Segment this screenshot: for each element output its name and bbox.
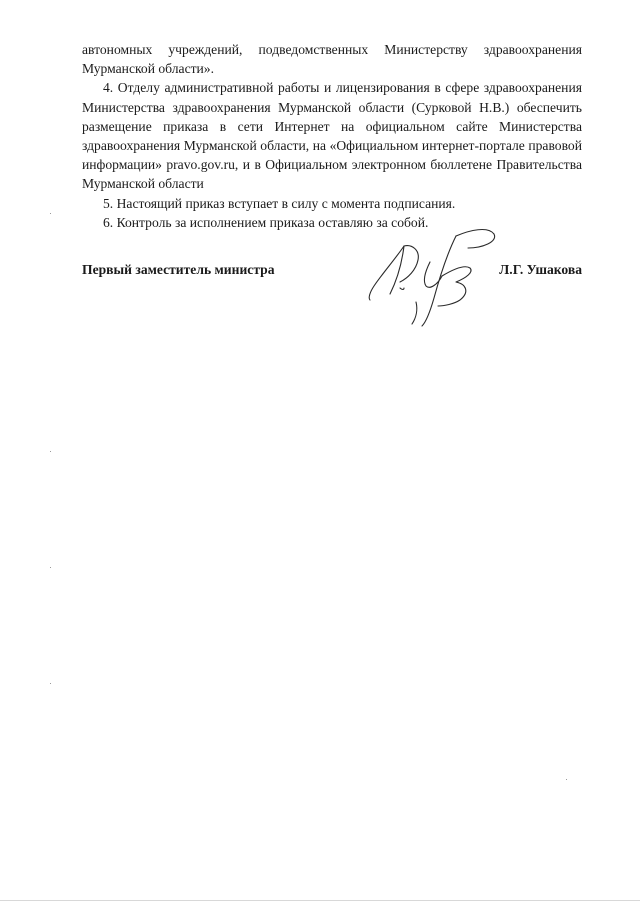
scan-artifact bbox=[50, 213, 51, 214]
scan-artifact bbox=[566, 779, 567, 780]
scan-artifact bbox=[50, 451, 51, 452]
signature-stroke bbox=[456, 230, 495, 248]
paragraph-item-5: 5. Настоящий приказ вступает в силу с момента подписания. bbox=[103, 195, 456, 211]
signer-position: Первый заместитель министра bbox=[82, 262, 275, 277]
scan-artifact bbox=[50, 567, 51, 568]
signer-name: Л.Г. Ушакова bbox=[499, 262, 582, 277]
scan-artifact bbox=[50, 683, 51, 684]
paragraph-continuation: автономных учреждений, подведомственных Министерству здравоохранения Мурманской области». bbox=[82, 42, 582, 77]
signature-stroke bbox=[400, 288, 404, 290]
signature-stroke bbox=[412, 302, 417, 324]
signature-stroke bbox=[438, 267, 471, 306]
signature-stroke bbox=[422, 236, 456, 326]
document-body bbox=[82, 40, 582, 232]
handwritten-signature bbox=[360, 218, 510, 330]
paragraph-item-4: 4. Отделу административной работы и лицензирования в сфере здравоохранения Министерства здравоохранения Мурманской области (Сурковой Н.В.) обеспечить размещение приказа в сети Интернет на официальном сайте Министерства здравоохранения Мурманской области, на «Официальном интернет-портале правовой информации» pravo.gov.ru, и в Официальном электронном бюллетене Правительства Мурманской области bbox=[82, 80, 582, 192]
page-bottom-edge bbox=[0, 900, 640, 901]
signature-stroke bbox=[424, 262, 442, 287]
signature-stroke bbox=[390, 246, 404, 294]
paragraph-item-6: 6. Контроль за исполнением приказа оставляю за собой. bbox=[103, 214, 429, 230]
